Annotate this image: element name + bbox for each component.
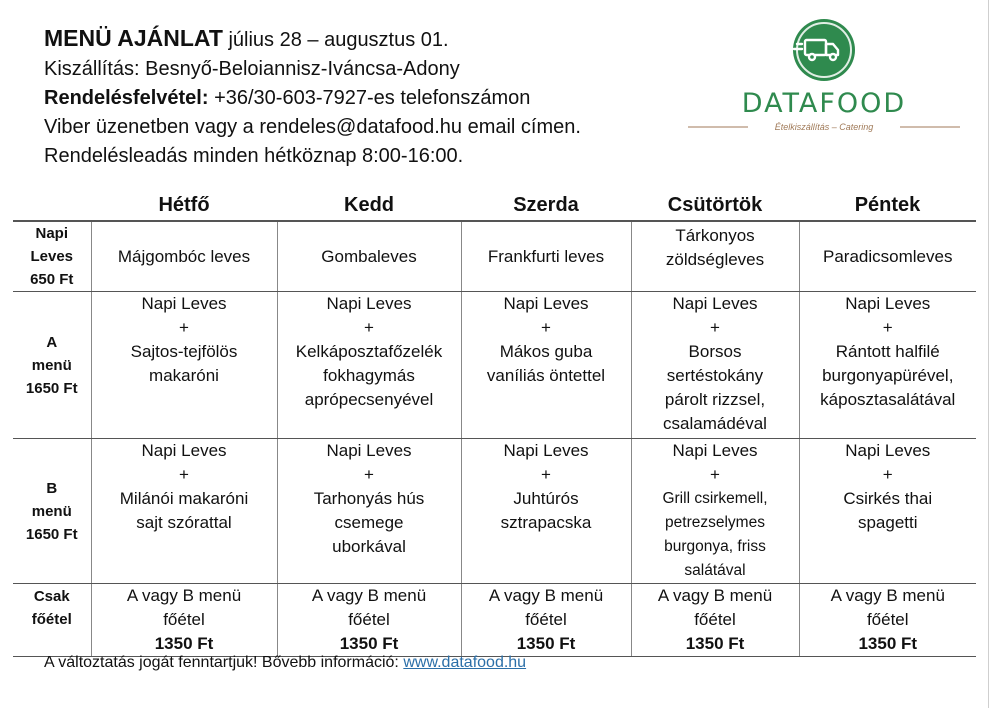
page-edge-line <box>988 0 989 708</box>
day-header: Kedd <box>277 190 461 221</box>
menu-cell: A vagy B menü főétel 1350 Ft <box>631 584 799 657</box>
website-link[interactable]: www.datafood.hu <box>403 654 527 671</box>
soup-row <box>13 221 976 292</box>
main-only-row <box>13 584 976 657</box>
menu-a-row <box>13 292 976 439</box>
menu-cell: Napi Leves + Sajtos-tejfölös makaróni <box>91 292 277 439</box>
menu-cell: Napi Leves + Milánói makaróni sajt szórattal <box>91 439 277 584</box>
price: 1350 Ft <box>858 634 918 653</box>
menu-b-row <box>13 439 976 584</box>
menu-cell: Napi Leves + Kelkáposztafőzelék fokhagymás aprópecsenyével <box>277 292 461 439</box>
logo-tagline: Ételkiszállítás – Catering <box>774 122 874 132</box>
menu-cell: Tárkonyos zöldségleves <box>631 221 799 292</box>
row-label: A menü 1650 Ft <box>13 292 91 439</box>
day-header: Csütörtök <box>631 190 799 221</box>
menu-cell: Napi Leves + Csirkés thai spagetti <box>799 439 976 584</box>
header-block <box>44 24 581 171</box>
menu-cell: A vagy B menü főétel 1350 Ft <box>799 584 976 657</box>
price: 1350 Ft <box>154 634 214 653</box>
order-hours: Rendelésleadás minden hétköznap 8:00-16:00. <box>44 145 464 167</box>
menu-cell: Napi Leves + Tarhonyás hús csemege uborkával <box>277 439 461 584</box>
menu-cell: Paradicsomleves <box>799 221 976 292</box>
order-phone: +36/30-603-7927-es telefonszámon <box>214 87 531 109</box>
day-header-row <box>13 190 976 221</box>
menu-cell: A vagy B menü főétel 1350 Ft <box>91 584 277 657</box>
menu-cell: A vagy B menü főétel 1350 Ft <box>277 584 461 657</box>
price: 1350 Ft <box>516 634 576 653</box>
order-line <box>44 84 581 113</box>
menu-cell: Napi Leves + Borsos sertéstokány párolt rizzsel, csalamádéval <box>631 292 799 439</box>
row-label: Csak főétel <box>13 584 91 657</box>
menu-cell: Napi Leves + Grill csirkemell, petrezselymes burgonya, friss salátával <box>631 439 799 584</box>
title-line <box>44 24 581 55</box>
datafood-logo <box>686 16 962 136</box>
order-label: Rendelésfelvétel: <box>44 87 209 109</box>
row-label: Napi Leves 650 Ft <box>13 221 91 292</box>
day-header: Hétfő <box>91 190 277 221</box>
delivery-line: Kiszállítás: Besnyő-Beloiannisz-Iváncsa-Adony <box>44 58 460 80</box>
menu-cell: Frankfurti leves <box>461 221 631 292</box>
corner-cell <box>13 190 91 221</box>
weekly-menu-table <box>13 190 976 657</box>
footer-note <box>44 654 526 672</box>
day-header: Péntek <box>799 190 976 221</box>
price: 1350 Ft <box>339 634 399 653</box>
menu-cell: Májgombóc leves <box>91 221 277 292</box>
order-line-2: Viber üzenetben vagy a rendeles@datafood.hu email címen. <box>44 116 581 138</box>
menu-cell: A vagy B menü főétel 1350 Ft <box>461 584 631 657</box>
menu-dates: július 28 – augusztus 01. <box>228 29 449 51</box>
menu-cell: Napi Leves + Juhtúrós sztrapacska <box>461 439 631 584</box>
menu-cell: Gombaleves <box>277 221 461 292</box>
menu-cell: Napi Leves + Mákos guba vaníliás öntettel <box>461 292 631 439</box>
menu-title: MENÜ AJÁNLAT <box>44 25 223 51</box>
row-label: B menü 1650 Ft <box>13 439 91 584</box>
menu-cell: Napi Leves + Rántott halfilé burgonyapürével, káposztasalátával <box>799 292 976 439</box>
price: 1350 Ft <box>685 634 745 653</box>
day-header: Szerda <box>461 190 631 221</box>
logo-name: DATAFOOD <box>741 88 907 119</box>
footer-text: A változtatás jogát fenntartjuk! Bővebb információ: <box>44 654 399 671</box>
